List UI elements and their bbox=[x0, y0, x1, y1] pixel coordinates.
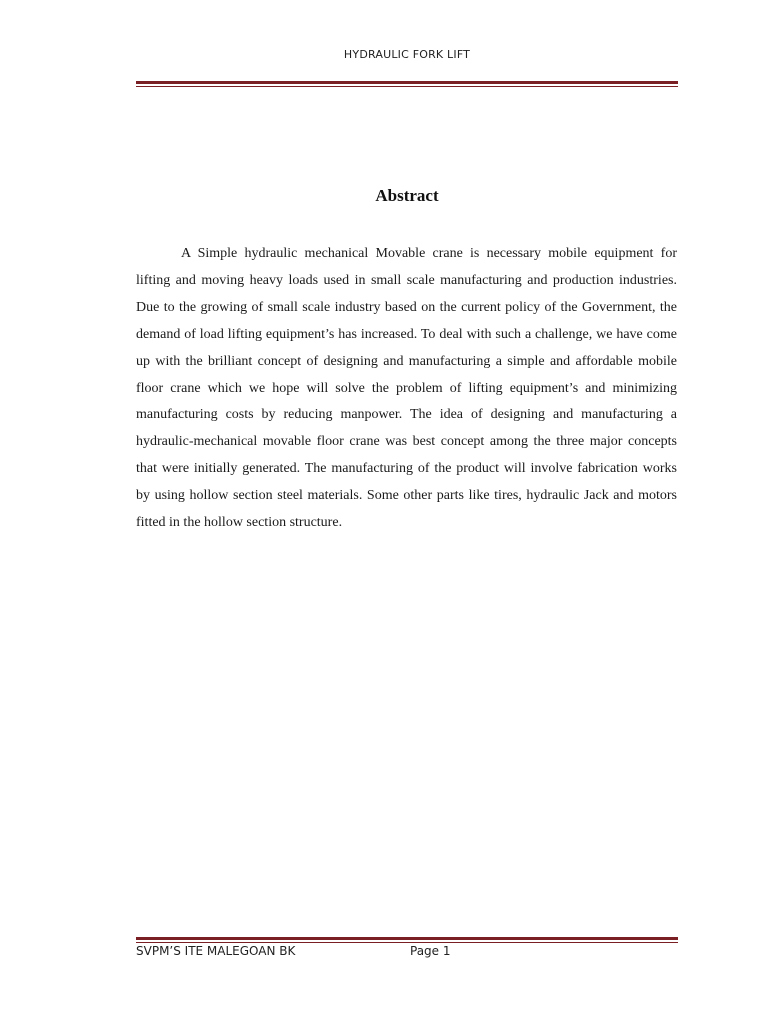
footer-divider bbox=[136, 937, 678, 943]
abstract-paragraph: A Simple hydraulic mechanical Movable crane is necessary mobile equipment for lifting and moving heavy loads used in small scale manufacturing and production industries. Due to the growing of small scale industry based on the current policy of the Government, the demand of load lifting equipment’s has increased. To deal with such a challenge, we have come up with the brilliant concept of designing and manufacturing a simple and affordable mobile floor crane which we hope will solve the problem of lifting equipment’s and minimizing manufacturing costs by reducing manpower. The idea of designing and manufacturing a hydraulic-mechanical movable floor crane was best concept among the three major concepts that were initially generated. The manufacturing of the product will involve fabrication works by using hollow section steel materials. Some other parts like tires, hydraulic Jack and motors fitted in the hollow section structure. bbox=[136, 246, 677, 531]
section-heading: Abstract bbox=[375, 186, 439, 205]
header-divider bbox=[136, 81, 678, 87]
header-divider-thin-line bbox=[136, 86, 678, 87]
footer-institution: SVPM’S ITE MALEGOAN BK bbox=[136, 944, 296, 958]
footer-page-number: Page 1 bbox=[410, 944, 451, 958]
running-header-title: HYDRAULIC FORK LIFT bbox=[343, 48, 471, 61]
footer-divider-thin-line bbox=[136, 942, 678, 943]
